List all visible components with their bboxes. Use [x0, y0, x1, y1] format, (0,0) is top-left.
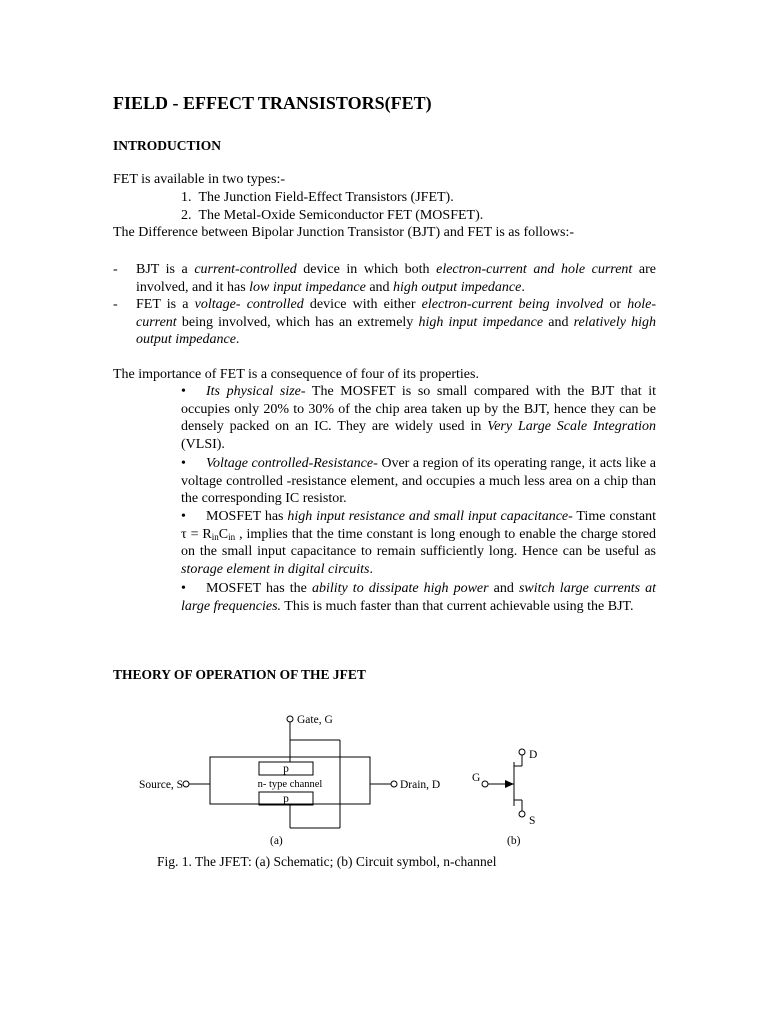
text-run: and	[488, 581, 519, 596]
source-terminal	[183, 781, 189, 787]
text-run: device in which both	[296, 262, 437, 277]
italic-run: voltage- controlled	[194, 297, 304, 312]
symbol-gate-terminal	[482, 781, 488, 787]
fet-type-item	[181, 207, 483, 225]
gate-terminal	[287, 716, 293, 722]
item-number: 2.	[181, 208, 192, 223]
symbol-drain-terminal	[519, 749, 525, 755]
subscript: in	[228, 531, 236, 542]
italic-run: switch large currents at large frequencies.	[181, 581, 657, 614]
channel-label: n- type channel	[257, 779, 323, 790]
bullet-glyph: •	[181, 581, 186, 596]
text-run: .	[235, 332, 240, 348]
dash-marker: -	[113, 297, 118, 312]
italic-run: Very Large Scale Integration	[487, 419, 656, 435]
text-run: being involved, which has an extremely	[176, 314, 419, 330]
source-label: Source, S	[139, 779, 184, 791]
item-text: The Junction Field-Effect Transistors (JFET).	[198, 190, 454, 205]
subscript: in	[211, 531, 219, 542]
page-title: FIELD - EFFECT TRANSISTORS(FET)	[113, 93, 432, 113]
text-run: The MOSFET is so small compared with the BJT that it occupies only 20% to 30% of the chip area taken up by the BJT, hence they can be densely packed on an IC. They are widely used in	[181, 384, 657, 435]
italic-run: high output impedance	[393, 279, 522, 295]
italic-run: high input resistance and small input capacitance-	[287, 509, 573, 524]
bullet-item-high-power	[181, 580, 656, 615]
text-run: MOSFET has the	[206, 581, 312, 596]
text-run: , implies that the time constant is long enough to enable the charge stored on the small input capacitance to remain sufficiently long. Hence can be useful as	[181, 526, 657, 560]
bullet-glyph: •	[181, 456, 186, 471]
italic-run: electron-current and hole current	[436, 262, 633, 277]
figure-caption: Fig. 1. The JFET: (a) Schematic; (b) Circuit symbol, n-channel	[157, 854, 497, 869]
fet-type-item	[181, 189, 454, 207]
theory-heading: THEORY OF OPERATION OF THE JFET	[113, 667, 366, 682]
symbol-g-label: G	[472, 772, 481, 784]
dash-item-bjt	[136, 261, 656, 296]
symbol-s-label: S	[529, 815, 536, 827]
bullet-item-input-resistance	[181, 508, 656, 579]
introduction-heading: INTRODUCTION	[113, 138, 222, 153]
italic-run: high input impedance	[418, 314, 544, 330]
italic-run: current-controlled	[194, 262, 297, 277]
bullet-item-physical-size	[181, 383, 656, 454]
label-b: (b)	[507, 835, 521, 847]
text-run: (VLSI).	[181, 437, 225, 453]
label-a: (a)	[270, 835, 283, 847]
text-run: or	[603, 297, 628, 312]
italic-run: electron-current being involved	[421, 297, 604, 312]
gate-label: Gate, G	[297, 714, 333, 726]
text-run: FET is a	[136, 297, 195, 312]
text-run: are involved, and it has	[136, 262, 656, 295]
italic-run: Voltage controlled-Resistance-	[206, 456, 378, 471]
italic-run: storage element in digital circuits	[181, 562, 370, 578]
text-run: .	[521, 279, 525, 295]
bullet-glyph: •	[181, 384, 186, 399]
symbol-source-terminal	[519, 811, 525, 817]
difference-intro: The Difference between Bipolar Junction Transistor (BJT) and FET is as follows:-	[113, 225, 575, 240]
symbol-d-label: D	[529, 749, 538, 761]
item-text: The Metal-Oxide Semiconductor FET (MOSFET).	[198, 208, 484, 223]
symbol-gate-arrow	[505, 780, 514, 788]
dash-marker: -	[113, 262, 118, 277]
drain-label: Drain, D	[400, 779, 441, 791]
jfet-figure	[0, 700, 768, 880]
item-number: 1.	[181, 190, 192, 205]
drain-terminal	[391, 781, 397, 787]
text-run: This is much faster than that current achievable using the BJT.	[281, 598, 634, 614]
dash-item-fet	[136, 296, 656, 349]
text-run: BJT is a	[136, 262, 195, 277]
text-run: Over a region of its operating range, it acts like a voltage controlled -resistance element, and occupies a much less area on a chip than the corresponding IC resistor.	[181, 456, 656, 507]
italic-run: relatively high output impedance	[136, 314, 656, 348]
italic-run: low input impedance	[249, 279, 366, 295]
text-run: and	[543, 314, 574, 330]
text-run: MOSFET has	[206, 509, 288, 524]
text-run: and	[365, 279, 394, 295]
text-run: Time constant τ = R	[181, 509, 656, 542]
bullet-glyph: •	[181, 509, 186, 524]
fet-types-intro: FET is available in two types:-	[113, 172, 285, 187]
bullet-item-voltage-resistance	[181, 455, 656, 508]
importance-intro: The importance of FET is a consequence of four of its properties.	[113, 367, 479, 382]
italic-run: ability to dissipate high power	[311, 581, 489, 596]
text-run: C	[218, 526, 229, 542]
italic-run: Its physical size-	[206, 384, 306, 399]
text-run: .	[369, 562, 373, 578]
p-label-top: p	[283, 763, 289, 775]
text-run: device with either	[303, 297, 422, 312]
italic-run: hole-current	[136, 297, 656, 330]
p-label-bottom: p	[283, 793, 289, 805]
